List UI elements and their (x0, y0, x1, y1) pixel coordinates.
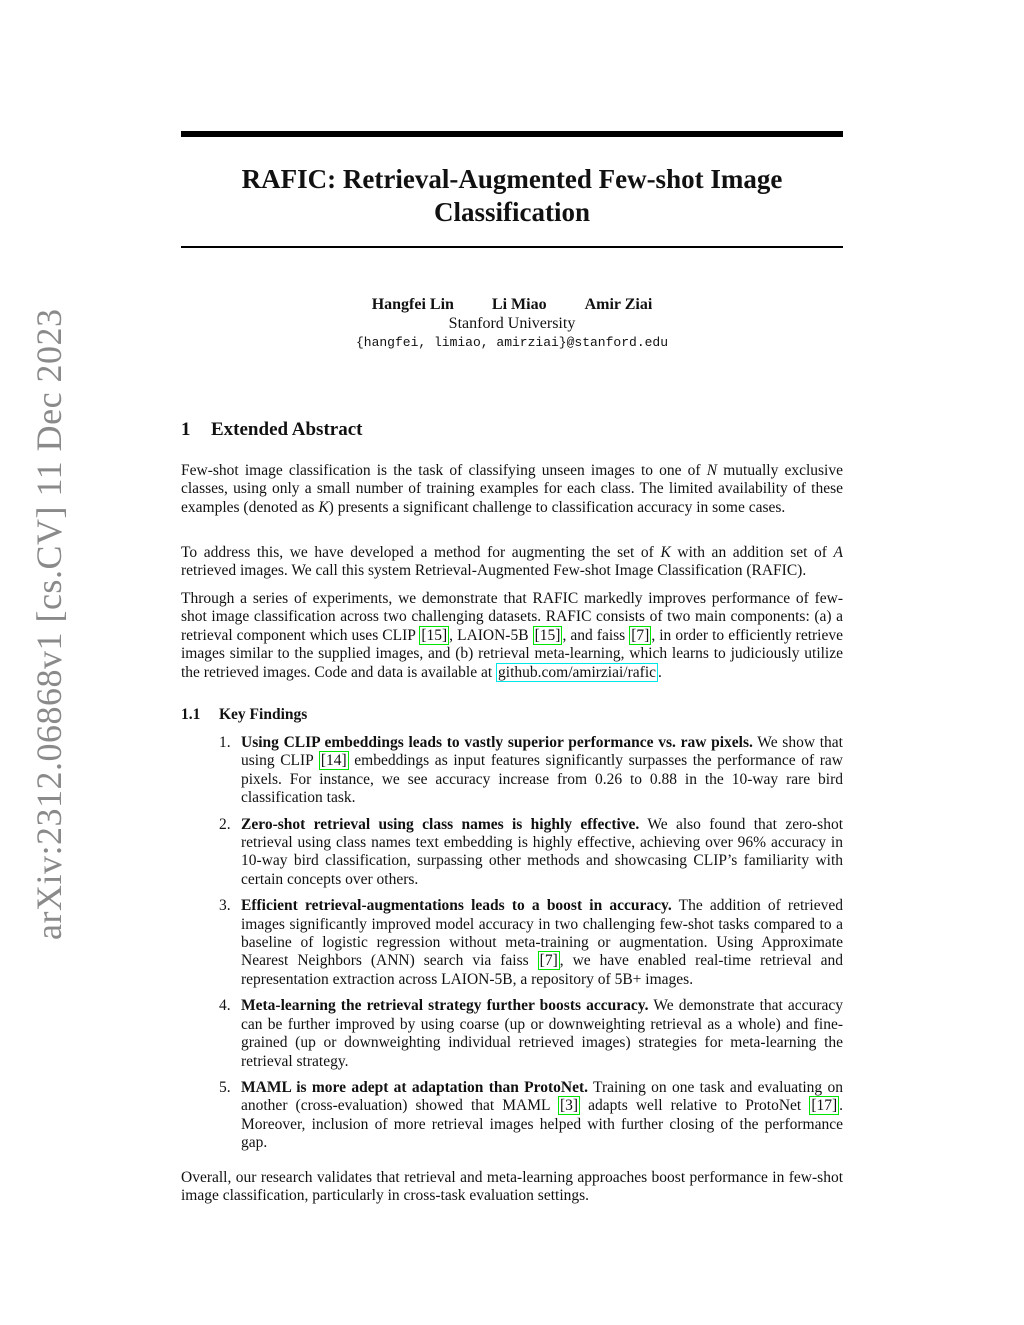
subsection-number: 1.1 (181, 706, 201, 723)
citation-link[interactable]: [15] (421, 626, 448, 644)
list-item: 1. Using CLIP embeddings leads to vastly superior performance vs. raw pixels. We show that using CLIP [14] embeddings as input features significantly surpasses the performance of raw pixels. For instance, we see accuracy increase from 0.26 to 0.88 in the 10-way rare bird classification task. (219, 734, 843, 807)
github-link[interactable]: github.com/amirziai/rafic (498, 663, 656, 681)
citation-link[interactable]: [17] (811, 1097, 838, 1115)
arxiv-identifier: arXiv:2312.06868v1 [cs.CV] 11 Dec 2023 (29, 308, 69, 940)
list-item: 4. Meta-learning the retrieval strategy further boosts accuracy. We demonstrate that accuracy can be further improved by using coarse (up or downweighting retrieval as a whole) and fine-grained (up or downweighting individual retrieved images) strategies for meta-learning the retrieval strategy. (219, 997, 843, 1070)
title-bottom-rule (181, 246, 843, 248)
list-item: 3. Efficient retrieval-augmentations leads to a boost in accuracy. The addition of retrieved images significantly improved model accuracy in two challenging few-shot tasks compared to a baseline of logistic regression without meta-training or augmentation. Using Approximate Nearest Neighbors (ANN) search via faiss [7] , we have enabled real-time retrieval and representation extraction across LAION-5B, a repository of 5B+ images. (219, 897, 843, 988)
author-list (181, 295, 843, 315)
author-name: Hangfei Lin (371, 296, 454, 313)
citation-link[interactable]: [15] (534, 626, 561, 644)
key-findings-list (181, 734, 843, 1161)
affiliation: Stanford University (448, 315, 576, 332)
author-emails: {hangfei, limiao, amirziai}@stanford.edu (355, 335, 669, 350)
subsection-title: Key Findings (219, 706, 308, 723)
citation-link[interactable]: [3] (560, 1097, 579, 1115)
author-name: Li Miao (491, 296, 547, 313)
list-item: 5. MAML is more adept at adaptation than ProtoNet. Training on one task and evaluating on another (cross-evaluation) showed that MAML [3] adapts well relative to ProtoNet [17] . Moreover, inclusion of more retrieval images helped with further closing of the performance gap. (219, 1078, 844, 1152)
paper-title: RAFIC: Retrieval-Augmented Few-shot Image Classification (241, 164, 783, 227)
citation-link[interactable]: [7] (631, 626, 650, 644)
author-name: Amir Ziai (584, 296, 653, 313)
subsection-heading (181, 706, 307, 724)
section-title: Extended Abstract (211, 419, 363, 440)
citation-link[interactable]: [7] (539, 952, 558, 970)
citation-link[interactable]: [14] (320, 752, 347, 770)
title-top-rule (181, 131, 843, 137)
paragraph-intro: Few-shot image classification is the task of classifying unseen images to one of N mutually exclusive classes, using only a small number of training examples for each class. The limited availability of these examples (denoted as K) presents a significant challenge to classification accuracy in some cases. (181, 462, 843, 516)
paragraph-method: To address this, we have developed a method for augmenting the set of K with an addition set of A retrieved images. We call this system Retrieval-Augmented Few-shot Image Classification (RAFIC). (181, 544, 843, 580)
list-item: 2. Zero-shot retrieval using class names is highly effective. We also found that zero-shot retrieval using class names text embedding is highly effective, achieving over 96% accuracy in 10-way bird classification, surpassing other methods and showcasing CLIP’s familiarity with certain concepts over others. (219, 815, 843, 888)
section-heading (181, 419, 362, 441)
paragraph-experiments: Through a series of experiments, we demonstrate that RAFIC markedly improves performance of few-shot image classification across two challenging datasets. RAFIC consists of two main components: (a) a retrieval component which uses CLIP [15] , LAION-5B [15] , and faiss [7] , in order to efficiently retrieve images similar to the supplied images, and (b) retrieval meta-learning, which learns to judiciously utilize the retrieved images. Code and data is available at github.com/amirziai/rafic . (181, 590, 843, 681)
paragraph-conclusion: Overall, our research validates that retrieval and meta-learning approaches boost performance in few-shot image classification, particularly in cross-task evaluation settings. (181, 1169, 843, 1205)
section-number: 1 (181, 419, 191, 440)
